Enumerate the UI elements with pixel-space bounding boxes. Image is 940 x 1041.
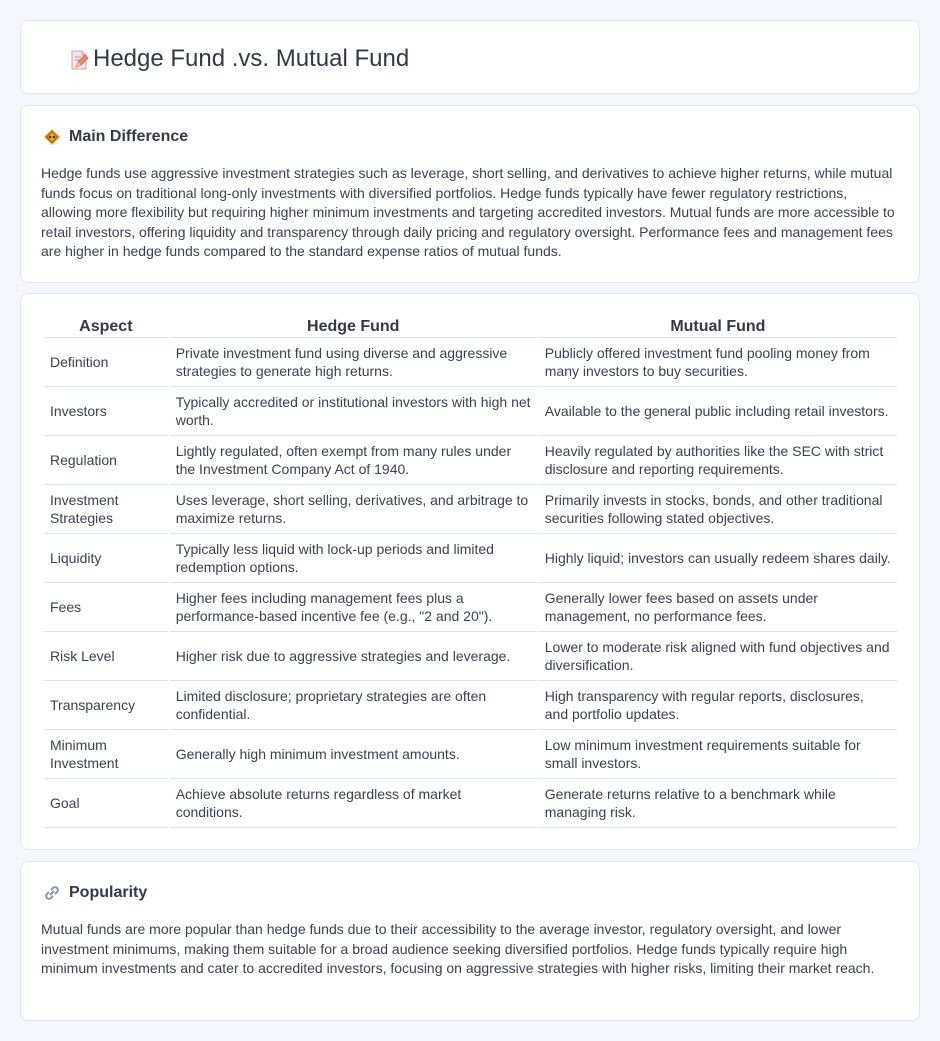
mutual-fund-cell: Heavily regulated by authorities like the SEC with strict disclosure and reporting requirements. <box>539 436 897 485</box>
mutual-fund-cell: Highly liquid; investors can usually redeem shares daily. <box>539 534 897 583</box>
mutual-fund-cell: Generate returns relative to a benchmark while managing risk. <box>539 779 897 828</box>
table-row <box>44 681 897 730</box>
aspect-cell: Transparency <box>44 681 168 730</box>
hedge-fund-cell: Generally high minimum investment amounts. <box>170 730 537 779</box>
table-row <box>44 534 897 583</box>
table-row <box>44 583 897 632</box>
aspect-cell: Liquidity <box>44 534 168 583</box>
mutual-fund-cell: Available to the general public including retail investors. <box>539 387 897 436</box>
hedge-fund-cell: Limited disclosure; proprietary strategies are often confidential. <box>170 681 537 730</box>
mutual-fund-cell: Primarily invests in stocks, bonds, and other traditional securities following stated objectives. <box>539 485 897 534</box>
aspect-cell: Risk Level <box>44 632 168 681</box>
main-difference-text: Hedge funds use aggressive investment strategies such as leverage, short selling, and derivatives to achieve higher returns, while mutual funds focus on traditional long-only investments with diversified portfolios. Hedge funds typically have fewer regulatory restrictions, allowing more flexibility but requiring higher minimum investments and targeting accredited investors. Mutual funds are more accessible to retail investors, offering liquidity and transparency through daily pricing and regulatory oversight. Performance fees and management fees are higher in hedge funds compared to the standard expense ratios of mutual funds. <box>41 165 895 260</box>
aspect-cell: Goal <box>44 779 168 828</box>
hedge-fund-cell: Private investment fund using diverse and aggressive strategies to generate high returns. <box>170 338 537 387</box>
hedge-fund-cell: Achieve absolute returns regardless of market conditions. <box>170 779 537 828</box>
main-difference-heading <box>43 128 188 146</box>
popularity-text: Mutual funds are more popular than hedge funds due to their accessibility to the average investor, regulatory oversight, and lower investment minimums, making them suitable for a broad audience seeking diversified portfolios. Hedge funds typically require high minimum investments and cater to accredited investors, focusing on aggressive strategies with higher risks, limiting their market reach. <box>41 921 875 977</box>
mutual-fund-cell: Generally lower fees based on assets under management, no performance fees. <box>539 583 897 632</box>
mutual-fund-cell: Publicly offered investment fund pooling money from many investors to buy securities. <box>539 338 897 387</box>
aspect-cell: Investors <box>44 387 168 436</box>
main-difference-card <box>20 105 920 283</box>
table-row <box>44 779 897 828</box>
link-icon <box>43 884 61 902</box>
hedge-fund-cell: Lightly regulated, often exempt from many rules under the Investment Company Act of 1940. <box>170 436 537 485</box>
mutual-fund-cell: Lower to moderate risk aligned with fund objectives and diversification. <box>539 632 897 681</box>
document-pencil-icon <box>67 48 91 72</box>
popularity-heading <box>43 884 147 902</box>
aspect-cell: Investment Strategies <box>44 485 168 534</box>
hedge-fund-cell: Higher risk due to aggressive strategies and leverage. <box>170 632 537 681</box>
page-title: Hedge Fund .vs. Mutual Fund <box>93 45 410 72</box>
table-row <box>44 436 897 485</box>
diamond-sign-icon <box>43 128 61 146</box>
table-header-row <box>44 316 897 338</box>
comparison-card <box>20 293 920 850</box>
popularity-card <box>20 861 920 1021</box>
table-row <box>44 485 897 534</box>
hedge-fund-cell: Typically accredited or institutional investors with high net worth. <box>170 387 537 436</box>
table-row <box>44 387 897 436</box>
table-row <box>44 730 897 779</box>
table-row <box>44 338 897 387</box>
hedge-fund-cell: Uses leverage, short selling, derivatives, and arbitrage to maximize returns. <box>170 485 537 534</box>
mutual-fund-cell: Low minimum investment requirements suitable for small investors. <box>539 730 897 779</box>
header-aspect: Aspect <box>44 316 168 338</box>
header-hedge-fund: Hedge Fund <box>170 316 537 338</box>
header-card <box>20 20 920 94</box>
aspect-cell: Minimum Investment <box>44 730 168 779</box>
hedge-fund-cell: Typically less liquid with lock-up periods and limited redemption options. <box>170 534 537 583</box>
aspect-cell: Regulation <box>44 436 168 485</box>
popularity-title: Popularity <box>69 884 148 901</box>
aspect-cell: Fees <box>44 583 168 632</box>
header-mutual-fund: Mutual Fund <box>539 316 897 338</box>
hedge-fund-cell: Higher fees including management fees plus a performance-based incentive fee (e.g., "2 and 20"). <box>170 583 537 632</box>
table-row <box>44 632 897 681</box>
aspect-cell: Definition <box>44 338 168 387</box>
mutual-fund-cell: High transparency with regular reports, disclosures, and portfolio updates. <box>539 681 897 730</box>
comparison-table <box>42 316 899 828</box>
main-difference-title: Main Difference <box>69 128 189 145</box>
